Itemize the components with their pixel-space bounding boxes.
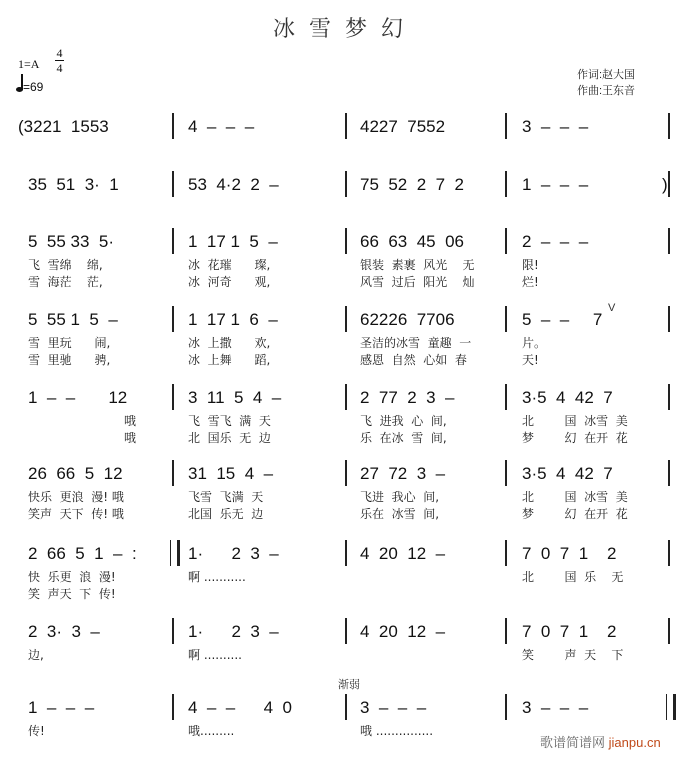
lyric-line: 笑 声 天 下 [522, 648, 624, 662]
lyric-line: 快乐 更浪 漫! 哦 [28, 490, 124, 504]
lyric-line: 雪 里玩 闹, [28, 336, 111, 350]
barline [505, 113, 507, 139]
measure-notes: 1 – – – [522, 175, 589, 194]
repeat-barline [170, 540, 180, 566]
score-row [0, 175, 690, 199]
measure-notes: 2 3· 3 – [28, 622, 100, 641]
measure-notes: 7 0 7 1 2 [522, 544, 617, 563]
measure-notes: 1· 2 3 – [188, 622, 279, 641]
barline [505, 306, 507, 332]
barline [505, 460, 507, 486]
measure-notes: 4 20 12 – [360, 622, 446, 641]
barline [668, 460, 670, 486]
lyric-line: 限! [522, 258, 539, 272]
lyric-line: 北 国 冰雪 美 [522, 414, 628, 428]
lyric-line: 哦 [124, 414, 137, 428]
lyric-line: 啊 .......... [188, 648, 242, 662]
measure-notes: 5 – – 7 [522, 310, 603, 329]
lyric-line: 圣洁的冰雪 童趣 一 [360, 336, 472, 350]
barline [172, 228, 174, 254]
measure-notes: 5 55 33 5· [28, 232, 115, 251]
barline [668, 228, 670, 254]
song-title: 冰雪梦幻 [272, 17, 417, 42]
lyric-line: 冰 上撒 欢, [188, 336, 271, 350]
measure-notes: 66 63 45 06 [360, 232, 464, 251]
barline [172, 384, 174, 410]
quarter-note-icon [16, 87, 23, 92]
lyric-line: 快 乐更 浪 漫! [28, 570, 116, 584]
score-row [0, 117, 690, 141]
measure-notes: 2 77 2 3 – [360, 388, 455, 407]
barline [505, 384, 507, 410]
composer-credit: 作曲:王东音 [577, 85, 636, 97]
barline [345, 384, 347, 410]
barline [345, 171, 347, 197]
lyric-line: 银装 素裹 风光 无 [360, 258, 475, 272]
dynamic-marking: 渐弱 [338, 679, 360, 691]
measure-notes: 3·5 4 42 7 [522, 388, 613, 407]
lyric-line: 哦......... [188, 724, 235, 738]
lyric-line: 天! [522, 353, 539, 367]
lyric-line: 风雪 过后 阳光 灿 [360, 275, 475, 289]
score-row [0, 544, 690, 601]
score-row [0, 622, 690, 662]
meter-top: 4 [56, 46, 63, 60]
measure-notes: 2 – – – [522, 232, 589, 251]
measure-notes: 4 20 12 – [360, 544, 446, 563]
barline [345, 306, 347, 332]
barline [345, 540, 347, 566]
measure-notes: 3 – – – [522, 698, 589, 717]
lyric-line: 乐在 冰雪 间, [360, 507, 440, 521]
watermark-cn: 歌谱简谱网 [540, 735, 606, 750]
lyric-line: 飞 雪绵 绵, [28, 258, 103, 272]
measure-notes: 3 11 5 4 – [188, 388, 282, 407]
lyric-line: 传! [28, 724, 45, 738]
watermark-en: jianpu.cn [608, 735, 661, 750]
lyric-line: 冰 花璀 璨, [188, 258, 271, 272]
tempo-value: =69 [23, 80, 44, 94]
measure-notes: 4 – – – [188, 117, 255, 136]
measure-notes: 31 15 4 – [188, 464, 274, 483]
time-signature [55, 47, 64, 74]
barline [345, 228, 347, 254]
barline [345, 113, 347, 139]
measure-notes: 4227 7552 [360, 117, 446, 136]
lyric-line: 飞 进我 心 间, [360, 414, 447, 428]
lyric-line: 片。 [522, 336, 547, 350]
measure-notes: 35 51 3· 1 [28, 175, 119, 194]
barline [505, 171, 507, 197]
measure-notes: 1 – – – [28, 698, 95, 717]
final-barline [666, 694, 676, 720]
score-row [0, 679, 690, 738]
measure-notes: 4 – – 4 0 [188, 698, 292, 717]
lyric-line: 雪 海茫 茫, [28, 275, 103, 289]
barline [345, 618, 347, 644]
lyric-line: 冰 河奇 观, [188, 275, 271, 289]
lyric-line: 啊 ........... [188, 570, 246, 584]
barline [505, 540, 507, 566]
barline [505, 694, 507, 720]
barline [668, 306, 670, 332]
measure-notes: 62226 7706 [360, 310, 455, 329]
barline [505, 228, 507, 254]
lyric-line: 烂! [522, 275, 539, 289]
lyric-line: 北 国 乐 无 [522, 570, 624, 584]
barline [668, 618, 670, 644]
barline [345, 694, 347, 720]
barline [345, 460, 347, 486]
measure-notes: ) [662, 175, 668, 194]
lyric-line: 冰 上舞 蹈, [188, 353, 271, 367]
measure-notes: 1· 2 3 – [188, 544, 279, 563]
barline [668, 540, 670, 566]
lyric-line: 飞雪 飞满 天 [188, 490, 264, 504]
lyric-line: 梦 幻 在开 花 [522, 507, 628, 521]
measure-notes: 2 66 5 1 – : [28, 544, 137, 563]
lyric-line: 北 国乐 无 边 [188, 431, 271, 445]
key-signature: 1=A [18, 57, 40, 71]
barline [172, 618, 174, 644]
lyric-line: 哦 ............... [360, 724, 434, 738]
score-row [0, 388, 690, 445]
lyric-line: 梦 幻 在开 花 [522, 431, 628, 445]
breath-mark: V [608, 302, 616, 314]
score-row [0, 232, 690, 289]
measure-notes: 3 – – – [522, 117, 589, 136]
measure-notes: 75 52 2 7 2 [360, 175, 464, 194]
barline [172, 171, 174, 197]
lyricist-credit: 作词:赵大国 [577, 69, 636, 81]
measure-notes: 5 55 1 5 – [28, 310, 118, 329]
lyric-line: 感恩 自然 心如 春 [360, 353, 467, 367]
lyric-line: 北 国 冰雪 美 [522, 490, 628, 504]
lyric-line: 哦 [124, 431, 137, 445]
watermark [540, 732, 661, 751]
lyric-line: 北国 乐无 边 [188, 507, 264, 521]
measure-notes: 1 – – 12 [28, 388, 128, 407]
lyric-line: 飞 雪飞 满 天 [188, 414, 271, 428]
barline [668, 113, 670, 139]
measure-notes: 3·5 4 42 7 [522, 464, 613, 483]
measure-notes: 7 0 7 1 2 [522, 622, 617, 641]
score-row [0, 302, 690, 367]
measure-notes: 27 72 3 – [360, 464, 446, 483]
barline [172, 113, 174, 139]
score-row [0, 464, 690, 521]
lyric-line: 飞进 我心 间, [360, 490, 440, 504]
lyric-line: 笑声 天下 传! 哦 [28, 507, 124, 521]
barline [172, 306, 174, 332]
measure-notes: 1 17 1 5 – [188, 232, 278, 251]
meter-bottom: 4 [56, 61, 63, 75]
lyric-line: 边, [28, 648, 44, 662]
lyric-line: 笑 声天 下 传! [28, 587, 116, 601]
tempo-marking [16, 80, 43, 94]
barline [505, 618, 507, 644]
measure-notes: (3221 1553 [18, 117, 109, 136]
measure-notes: 3 – – – [360, 698, 427, 717]
barline [172, 460, 174, 486]
barline [668, 384, 670, 410]
lyric-line: 雪 里驰 骋, [28, 353, 111, 367]
measure-notes: 53 4·2 2 – [188, 175, 279, 194]
measure-notes: 1 17 1 6 – [188, 310, 278, 329]
barline [668, 171, 670, 197]
lyric-line: 乐 在冰 雪 间, [360, 431, 447, 445]
barline [172, 694, 174, 720]
measure-notes: 26 66 5 12 [28, 464, 123, 483]
